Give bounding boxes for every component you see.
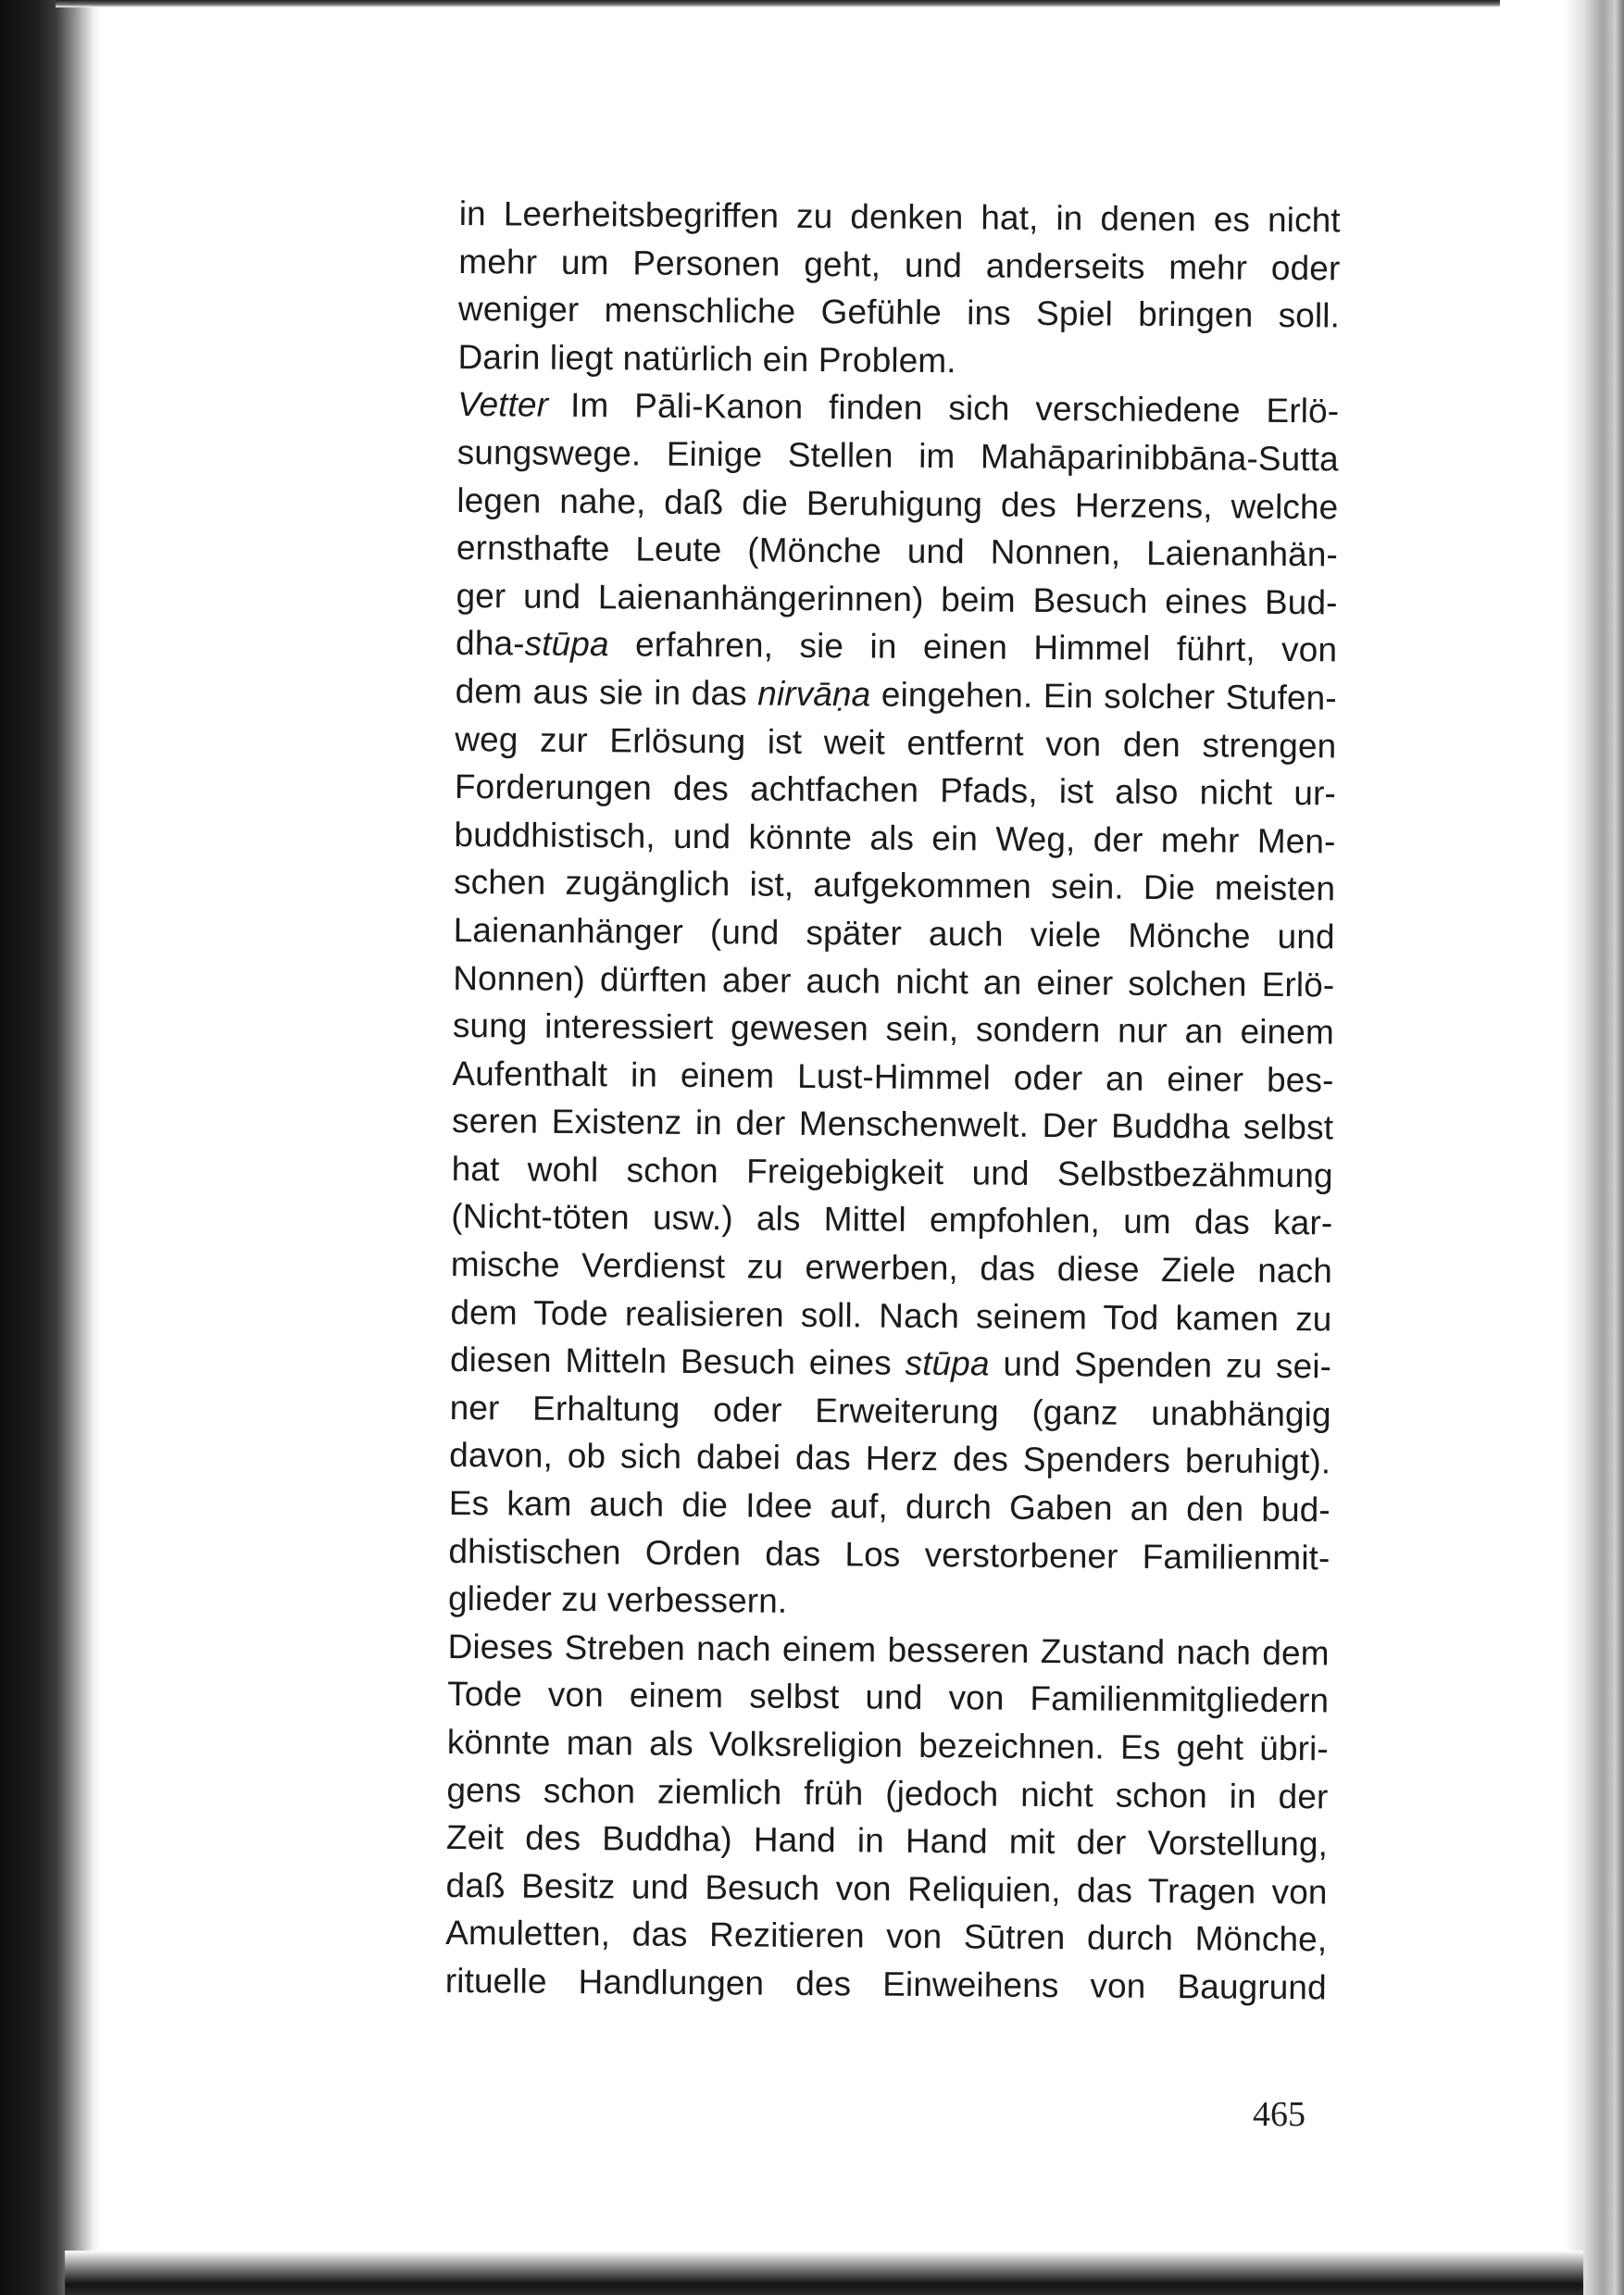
text-line: davon, ob sich dabei das Herz des Spenders beruhigt). [449,1436,1331,1481]
text-line [456,619,1337,674]
text-line: könnte man als Volksreligion bezeichnen. Es geht übri- [446,1722,1329,1768]
book-binding-shadow [0,0,102,2295]
text-line: Dieses Streben nach einem besseren Zustand nach dem [447,1627,1330,1673]
text-line: hat wohl schon Freigebigkeit und Selbstbezähmung [451,1149,1333,1195]
body-text [445,190,1341,2012]
text-line: dem Tode realisieren soll. Nach seinem Tod kamen zu [450,1292,1332,1339]
text-line: dhistischen Orden das Los verstorbener Familienmit- [448,1531,1330,1578]
text-line: Es kam auch die Idee auf, durch Gaben an den bud- [448,1483,1330,1529]
text-line: ernsthafte Leute (Mönche und Nonnen, Laienanhän- [456,529,1339,574]
text-segment: Im Pāli-Kanon finden sich verschiedene Erlö- [569,386,1340,430]
text-line: (Nicht-töten usw.) als Mittel empfohlen, um das kar- [451,1197,1333,1242]
text-line [450,1336,1331,1391]
text-segment: dem aus sie in das [455,671,758,713]
text-line: buddhistisch, und könnte als ein Weg, der mehr Men- [454,815,1336,861]
text-line [456,667,1337,722]
top-scan-edge [56,0,1500,7]
text-segment: eingehen. Ein solcher Stufen- [870,675,1337,717]
text-line: Nonnen) dürften aber auch nicht an einer solchen Erlö- [453,958,1335,1004]
text-line: Amuletten, das Rezitieren von Sūtren durch Mönche, [445,1914,1328,1959]
bottom-scan-edge [65,2251,1583,2295]
text-line: Aufenthalt in einem Lust-Himmel oder an einer bes- [452,1054,1334,1100]
speaker-name: Vetter [457,385,549,425]
text-line: mehr um Personen geht, und anderseits mehr oder [458,242,1341,288]
text-segment: und Spenden zu sei- [989,1344,1332,1386]
italic-term: stūpa [524,624,609,664]
text-line: glieder zu verbessern. [447,1579,788,1621]
right-page-edge [1565,0,1624,2295]
text-line: Forderungen des achtfachen Pfads, ist also nicht ur- [454,767,1337,813]
text-line: daß Besitz und Besuch von Reliquien, das Tragen von [445,1865,1328,1912]
text-line: schen zugänglich ist, aufgekommen sein. Die meisten [453,863,1336,908]
text-line: ger und Laienanhängerinnen) beim Besuch eines Bud- [456,576,1338,622]
italic-term: nirvāṇa [757,674,871,714]
text-line: mische Verdienst zu erwerben, das diese Ziele nach [450,1245,1333,1291]
text-line [457,380,1339,435]
text-line: weg zur Erlösung ist weit entfernt von den strengen [455,719,1337,765]
text-line: legen nahe, daß die Beruhigung des Herzens, welche [456,480,1339,527]
text-line: in Leerheitsbegriffen zu denken hat, in denen es nicht [458,193,1341,240]
text-line: ner Erhaltung oder Erweiterung (ganz unabhängig [449,1388,1331,1434]
text-line: Darin liegt natürlich ein Problem. [457,337,956,380]
text-line: Tode von einem selbst und von Familienmitgliedern [447,1675,1330,1720]
text-line: sung interessiert gewesen sein, sondern nur an einem [452,1006,1335,1052]
text-line: Zeit des Buddha) Hand in Hand mit der Vorstellung, [445,1818,1329,1864]
text-segment: erfahren, sie in einen Himmel führt, von [608,625,1338,669]
text-line: sungswege. Einige Stellen im Mahāparinibbāna-Sutta [456,432,1339,479]
text-line: rituelle Handlungen des Einweihens von Baugrund [444,1961,1327,2007]
page-number: 465 [1253,2095,1305,2134]
text-line: Laienanhänger (und später auch viele Mönche und [453,910,1335,956]
text-segment: diesen Mitteln Besuch eines [449,1341,906,1383]
text-segment: dha- [455,624,525,663]
italic-term: stūpa [905,1344,990,1383]
text-line: gens schon ziemlich früh (jedoch nicht schon in der [446,1770,1329,1816]
text-line: seren Existenz in der Menschenwelt. Der Buddha selbst [451,1102,1334,1147]
text-line: weniger menschliche Gefühle ins Spiel bringen soll. [457,290,1341,335]
